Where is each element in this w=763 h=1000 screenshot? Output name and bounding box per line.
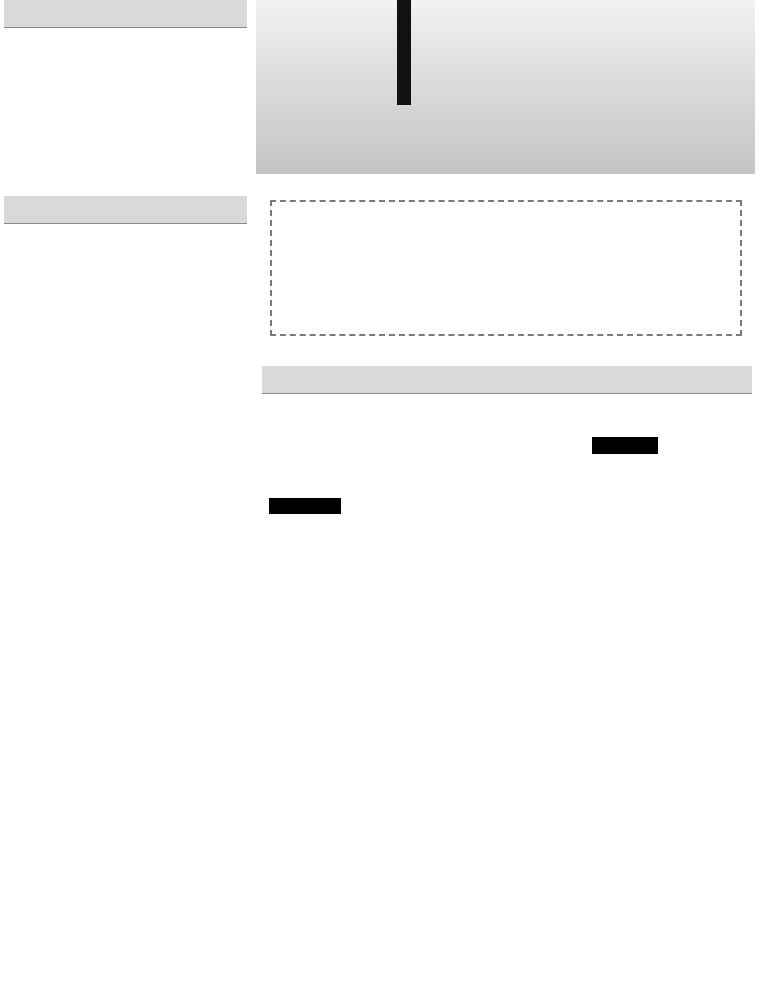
toc-item[interactable]	[8, 110, 243, 147]
prez-stuff-header	[4, 196, 247, 224]
toc-item[interactable]	[8, 36, 243, 73]
programs-closing	[269, 479, 747, 514]
toc-item[interactable]	[8, 73, 243, 110]
programs-article	[269, 462, 747, 514]
inside-issue-header	[4, 0, 247, 28]
skyscraper-icon	[397, 0, 411, 105]
masthead	[256, 0, 755, 174]
article-byline	[588, 437, 658, 454]
table-of-contents	[8, 36, 243, 184]
programs-header	[262, 366, 752, 394]
new-year-banner	[262, 172, 754, 368]
banner-frame	[270, 200, 742, 336]
toc-item[interactable]	[8, 147, 243, 184]
redaction-bar	[592, 437, 658, 454]
redaction-bar	[269, 498, 341, 514]
